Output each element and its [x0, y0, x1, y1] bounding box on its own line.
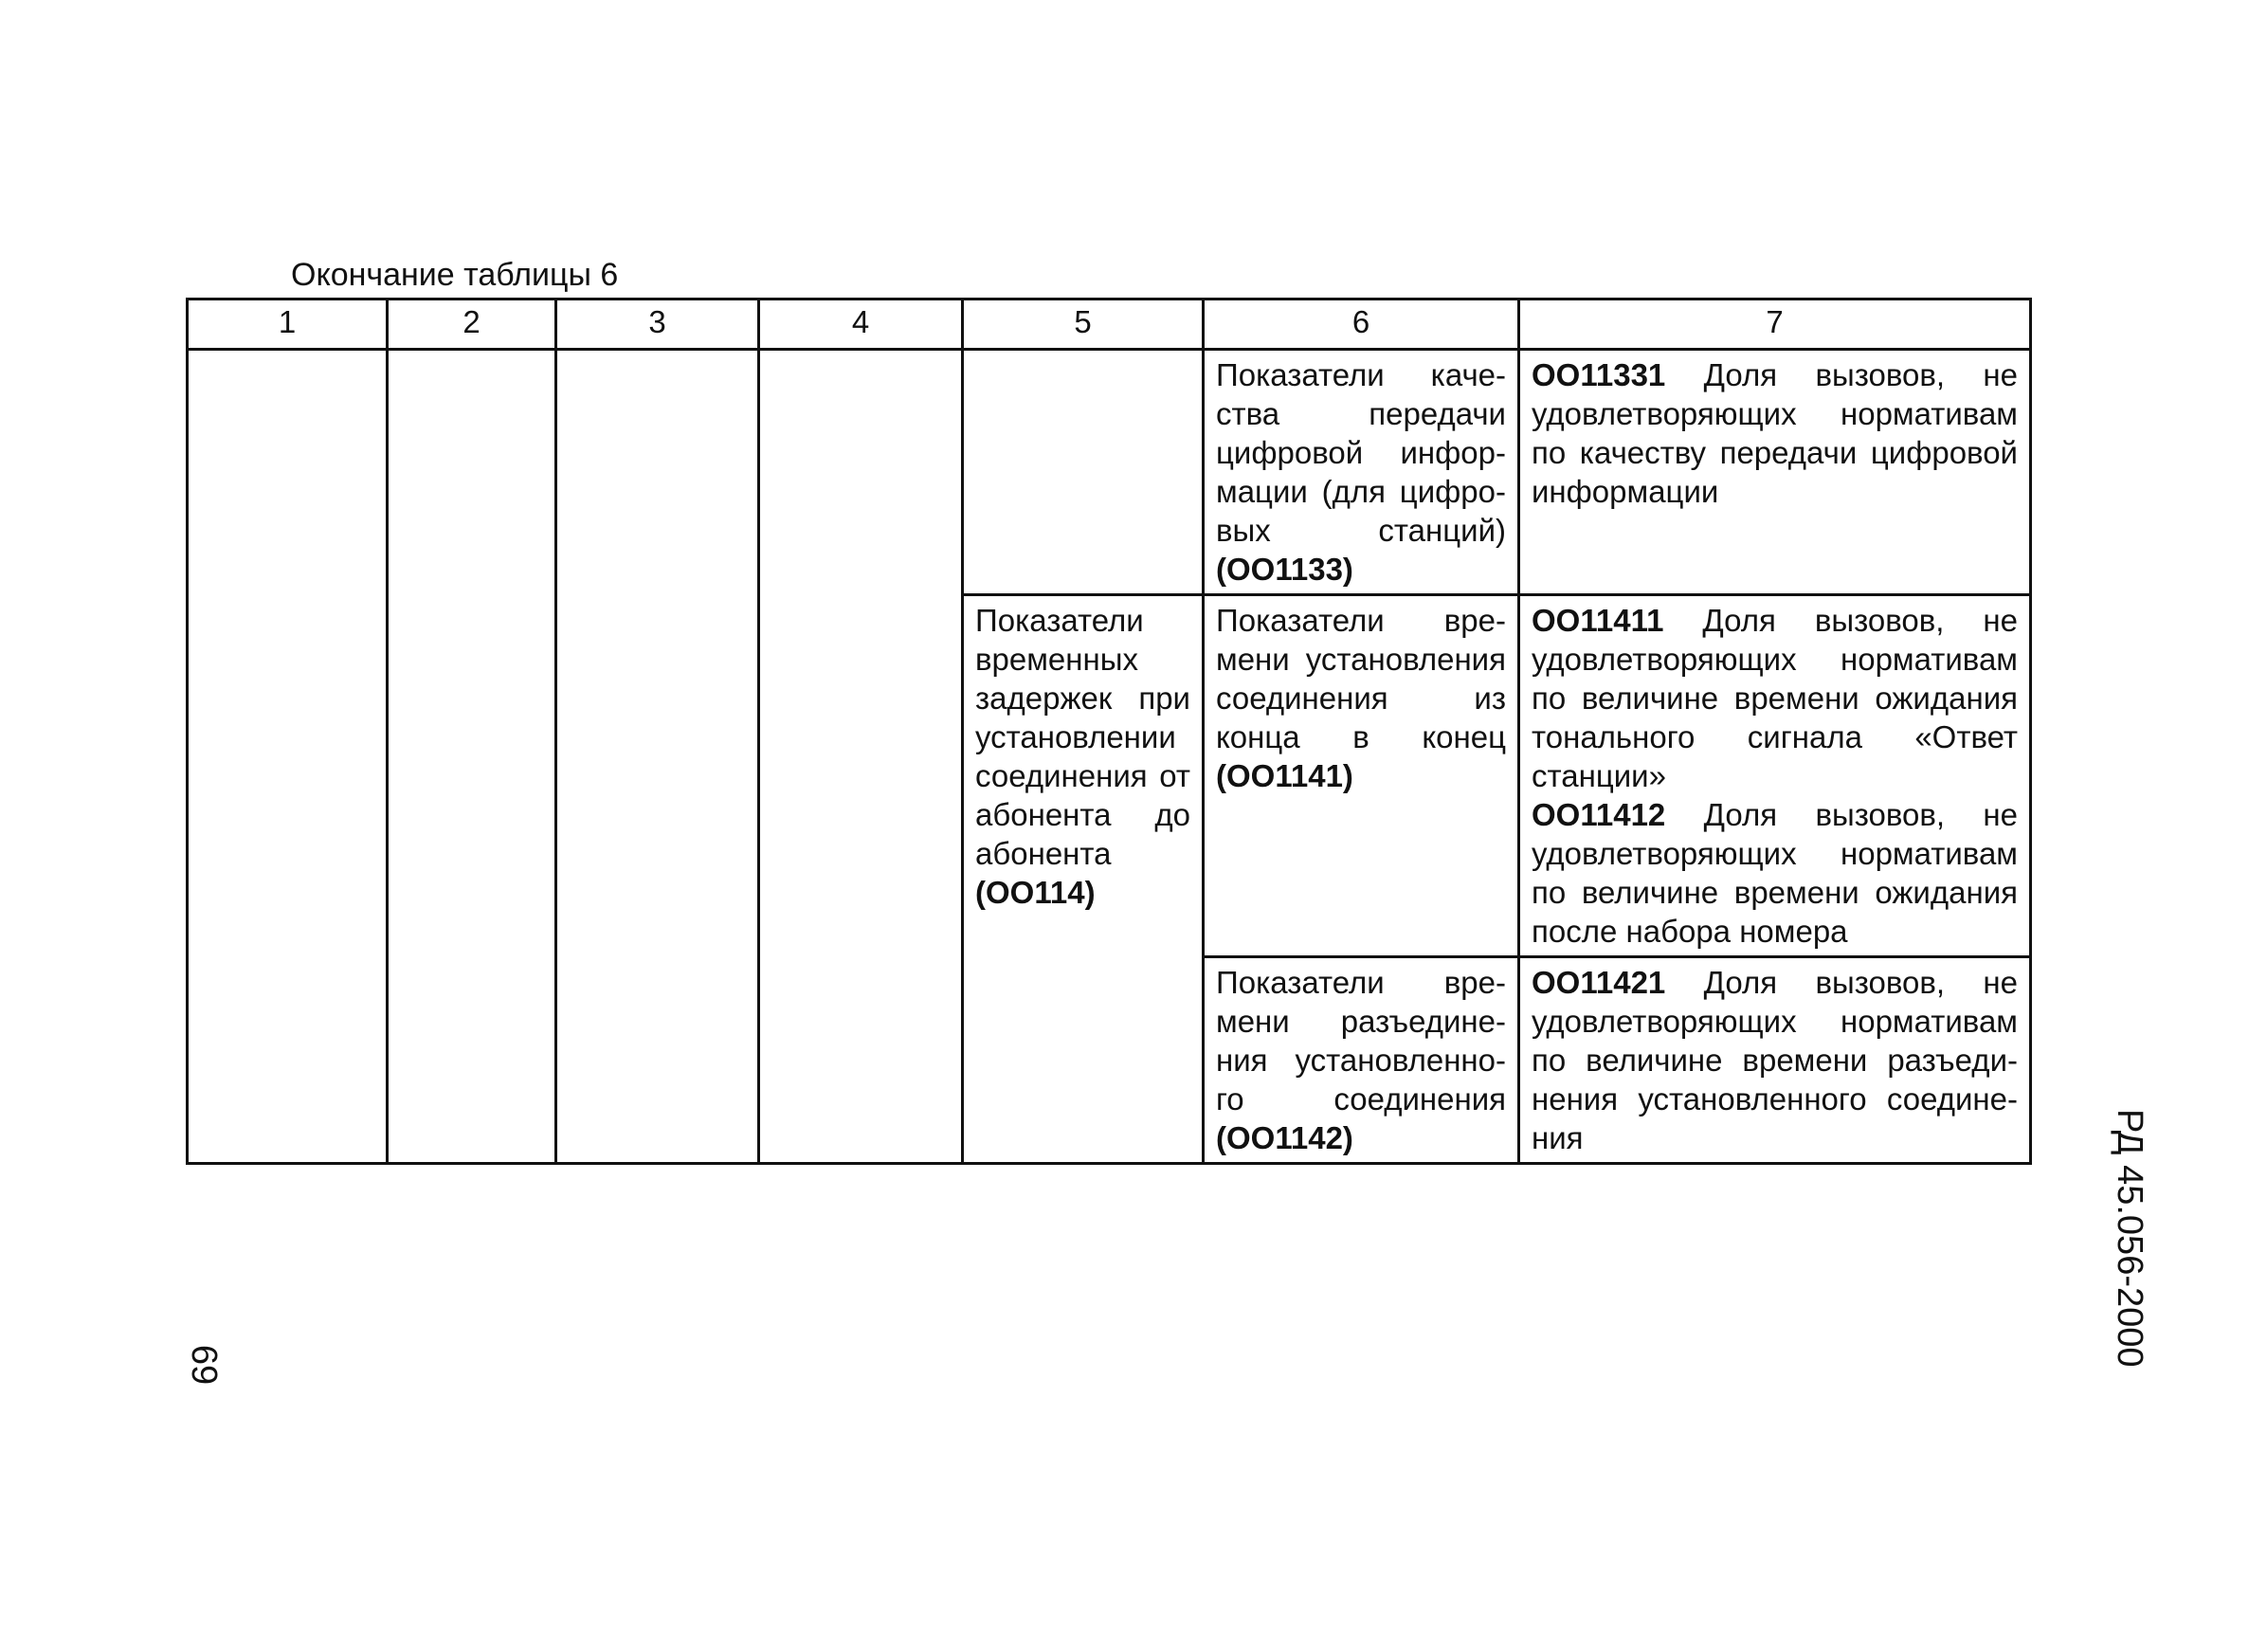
- quality-entries-cell: [1519, 350, 2031, 595]
- disconnect-time-indicator-cell: [1204, 957, 1519, 1164]
- empty-cell-col2: [388, 350, 556, 1164]
- quality-indicator-text: Показатели каче-ства передачи цифровой инфор-мации (для цифро-вых станций): [1216, 357, 1506, 548]
- column-header-1: 1: [188, 300, 388, 350]
- indicator-entry: [1532, 795, 2018, 951]
- disconnect-time-entries-cell: [1519, 957, 2031, 1164]
- column-header-3: 3: [556, 300, 759, 350]
- delays-group-text: Показатели временных задержек при установлении соединения от абонента до абонента: [975, 603, 1190, 871]
- setup-time-entries-cell: [1519, 595, 2031, 957]
- delays-group-cell: [963, 595, 1204, 1164]
- setup-time-indicator-text: Показатели вре-мени установления соединения из конца в конец: [1216, 603, 1506, 754]
- column-header-4: 4: [759, 300, 963, 350]
- entry-code: ОО11421: [1532, 965, 1666, 1000]
- entry-text: Доля вызовов, не удовлетворяющих нормативам по величине времени ожидания после набора номера: [1532, 797, 2018, 949]
- indicator-entry: [1532, 963, 2018, 1157]
- table-header-row: [188, 300, 2031, 350]
- entry-code: ОО11412: [1532, 797, 1666, 832]
- setup-time-indicator-cell: [1204, 595, 1519, 957]
- entry-code: ОО11331: [1532, 357, 1666, 392]
- empty-cell-col4: [759, 350, 963, 1164]
- indicator-entry: [1532, 355, 2018, 511]
- document-number: РД 45.056-2000: [2110, 1109, 2149, 1368]
- column-header-2: 2: [388, 300, 556, 350]
- quality-indicator-code: (ОО1133): [1216, 552, 1353, 587]
- column-header-5: 5: [963, 300, 1204, 350]
- empty-cell-col3: [556, 350, 759, 1164]
- indicators-table: [186, 298, 2032, 1165]
- quality-indicator-cell: [1204, 350, 1519, 595]
- entry-code: ОО11411: [1532, 603, 1664, 638]
- entry-text: Доля вызовов, не удовлетворяющих нормативам по качеству передачи цифровой информации: [1532, 357, 2018, 509]
- column-header-7: 7: [1519, 300, 2031, 350]
- column-header-6: 6: [1204, 300, 1519, 350]
- indicator-entry: [1532, 601, 2018, 795]
- table-row: [188, 350, 2031, 595]
- empty-cell-col5: [963, 350, 1204, 595]
- delays-group-code: (ОО114): [975, 875, 1096, 910]
- disconnect-time-indicator-code: (ОО1142): [1216, 1120, 1353, 1155]
- table-caption: Окончание таблицы 6: [291, 257, 619, 293]
- empty-cell-col1: [188, 350, 388, 1164]
- disconnect-time-indicator-text: Показатели вре-мени разъедине-ния установленно-го соединения: [1216, 965, 1506, 1116]
- setup-time-indicator-code: (ОО1141): [1216, 758, 1353, 793]
- entry-text: Доля вызовов, не удовлетворяющих нормативам по величине времени ожидания тонального сигнала «Ответ станции»: [1532, 603, 2018, 793]
- page-number: 69: [184, 1344, 225, 1386]
- entry-text: Доля вызовов, не удовлетворяющих нормативам по величине времени разъеди-нения установленного соедине-ния: [1532, 965, 2018, 1155]
